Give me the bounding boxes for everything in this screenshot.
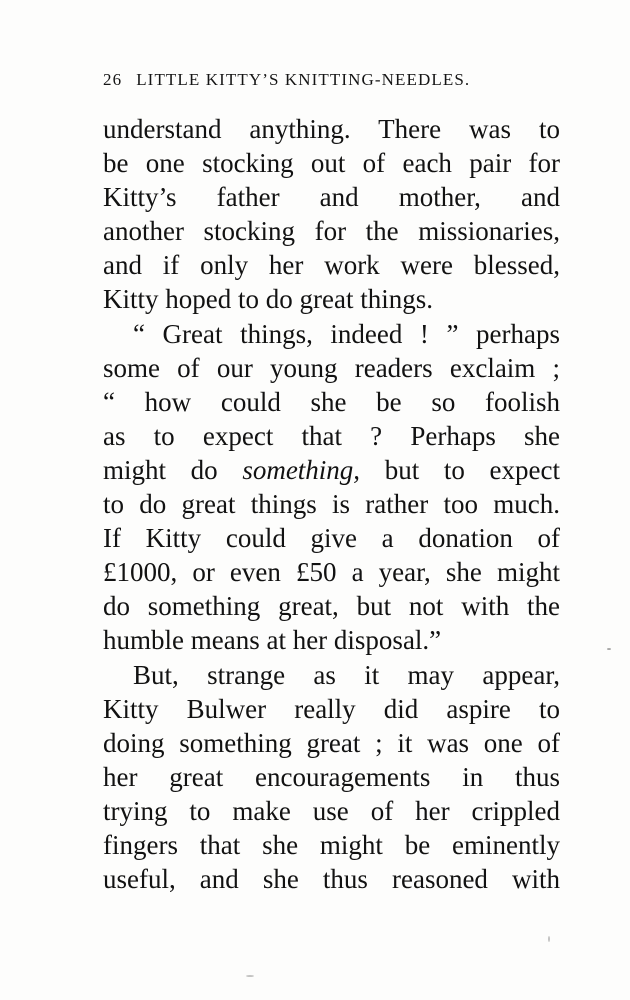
text-line: be one stocking out of each pair for [103, 148, 560, 179]
text-line [103, 453, 560, 487]
print-speck [246, 975, 254, 977]
text-line: and if only her work were blessed, [103, 250, 560, 281]
text-line: £1000, or even £50 a year, she might [103, 557, 560, 588]
text-line: understand anything. There was to [103, 114, 560, 144]
text-line: fingers that she might be eminently [103, 829, 560, 860]
text-line: “ Great things, indeed ! ” perhaps [133, 318, 560, 349]
text-line: If Kitty could give a donation of [103, 523, 560, 554]
text-line: Kitty’s father and mother, and [103, 182, 560, 213]
text-line: to do great things is rather too much. [103, 489, 560, 520]
text-line: her great encouragements in thus [103, 761, 560, 792]
text-line: But, strange as it may appear, [133, 659, 560, 690]
text-line: “ how could she be so foolish [103, 386, 560, 417]
print-speck [607, 648, 611, 650]
italic-emphasis: something, [242, 454, 361, 485]
running-title: LITTLE KITTY’S KNITTING-NEEDLES. [136, 70, 471, 89]
text-line: Kitty hoped to do great things. [103, 284, 433, 315]
text-line: Kitty Bulwer really did aspire to [103, 693, 560, 724]
text-segment: might do [103, 454, 243, 485]
text-line: trying to make use of her crippled [103, 795, 560, 826]
print-speck [548, 936, 550, 942]
text-line: useful, and she thus reasoned with [103, 864, 560, 895]
text-line: another stocking for the missionaries, [103, 216, 560, 247]
text-line: some of our young readers exclaim ; [103, 352, 560, 383]
text-line: humble means at her disposal.” [103, 625, 442, 656]
running-head [103, 70, 563, 90]
text-line: as to expect that ? Perhaps she [103, 420, 560, 451]
page-number: 26 [103, 70, 123, 89]
text-segment: but to expect [360, 454, 560, 485]
text-line: do something great, but not with the [103, 591, 560, 622]
text-line: doing something great ; it was one of [103, 727, 560, 758]
body-text [103, 112, 560, 896]
